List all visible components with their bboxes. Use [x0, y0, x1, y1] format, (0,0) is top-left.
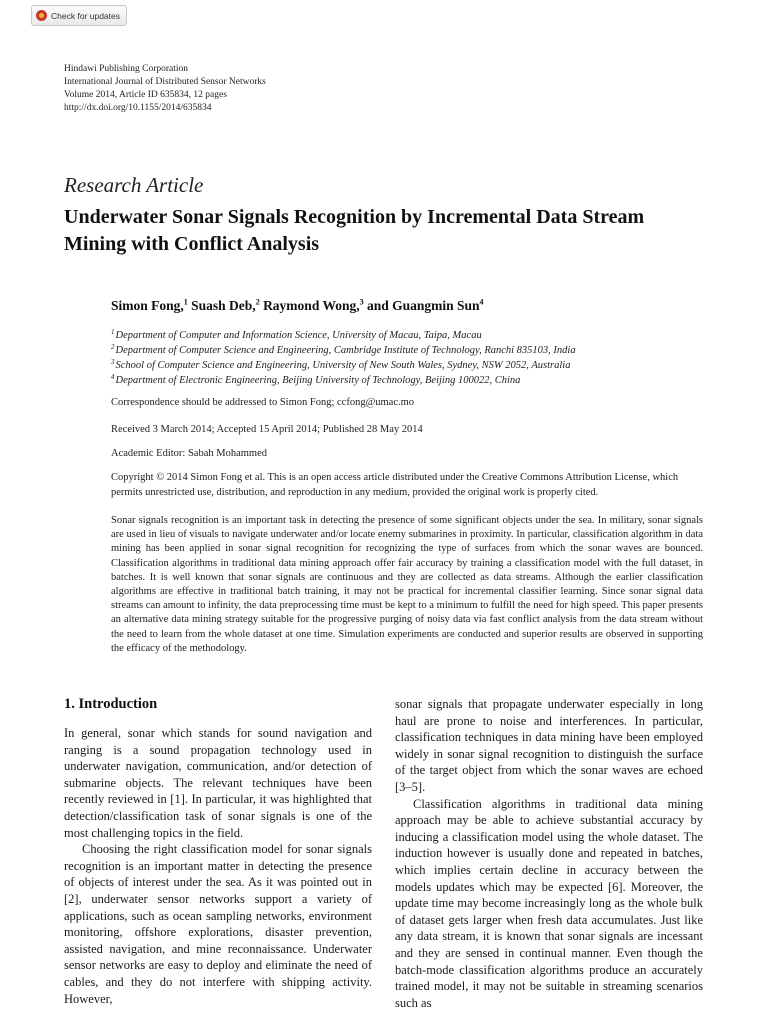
affiliation — [111, 328, 576, 343]
author-affil-number: 1 — [183, 297, 188, 307]
check-for-updates-badge[interactable] — [31, 5, 127, 26]
affiliation-text: Department of Computer Science and Engineering, Cambridge Institute of Technology, Ranchi 835103, India — [115, 345, 576, 356]
journal-name: International Journal of Distributed Sensor Networks — [64, 77, 266, 87]
paragraph: Classification algorithms in traditional data mining approach may be able to achieve substantial accuracy by inducing a classification model using the whole dataset. The induction however is usually done and repeated in batches, which implies certain decline in accuracy between the models updates which may be expected [6]. Moreover, the update time may become increasingly long as the whole bulk of dataset gets larger when fresh data accumulates. Just like any data stream, it is known that sonar signals are incessant and they are sensed in continual manner. Even though the batch-mode classification algorithms produce an accurately trained model, it may not be suitable in streaming scenarios such as — [395, 796, 703, 1010]
section-heading: 1. Introduction — [64, 696, 158, 712]
article-type: Research Article — [64, 173, 204, 197]
author-affil-number: 2 — [255, 297, 260, 307]
paragraph: In general, sonar which stands for sound navigation and ranging is a sound propagation technology used in underwater navigation, communication, and/or detection of submarine objects. The relevant techniques have been recently reviewed in [1]. In particular, it was highlighted that detection/classification task of sonar signals is one of the most challenging topics in the field. — [64, 726, 372, 840]
author-name: Simon Fong, — [111, 298, 184, 313]
author-affil-number: 3 — [359, 297, 364, 307]
paper-title: Underwater Sonar Signals Recognition by Incremental Data Stream Mining with Conflict Analysis — [64, 206, 645, 255]
affiliation-text: Department of Computer and Information Science, University of Macau, Taipa, Macau — [115, 330, 482, 341]
author-affil-number: 4 — [479, 297, 484, 307]
crossmark-update-icon — [36, 10, 47, 21]
body-column-left — [64, 696, 372, 1007]
author-name: and Guangmin Sun — [363, 298, 480, 313]
affiliation — [111, 343, 576, 358]
doi-link[interactable]: http://dx.doi.org/10.1155/2014/635834 — [64, 103, 212, 113]
author-list — [111, 298, 484, 314]
check-for-updates-label: Check for updates — [51, 10, 120, 21]
affiliation-text: School of Computer Science and Engineering, University of New South Wales, Sydney, NSW 2052, Australia — [115, 360, 571, 371]
affiliation-number: 3 — [111, 357, 115, 366]
affiliation-number: 2 — [111, 342, 115, 351]
author-name: Raymond Wong, — [259, 298, 360, 313]
academic-editor: Academic Editor: Sabah Mohammed — [111, 448, 267, 459]
paragraph: Choosing the right classification model for sonar signals recognition is an important matter in detecting the presence of objects of interest under the sea. As it was pointed out in [2], underwater sensor networks support a variety of applications, such as ocean sampling networks, environment monitoring, offshore explorations, disaster prevention, assisted navigation, and mine reconnaissance. Underwater sensor networks are easy to deploy and eliminate the need of cables, and they do not interfere with shipping activity. However, — [64, 842, 372, 1006]
correspondence: Correspondence should be addressed to Simon Fong; ccfong@umac.mo — [111, 397, 415, 408]
affiliation-number: 4 — [111, 372, 115, 381]
abstract: Sonar signals recognition is an important task in detecting the presence of some significant objects under the sea. In military, sonar signals are used in lieu of visuals to navigate underwater and/or locate enemy submarines in proximity. In particular, classification algorithm in data mining has been applied in sonar signal recognition for recognizing the type of surfaces from which the sonar waves are bounced. Classification algorithms in traditional data mining approach offer fair accuracy by training a classification model with the full dataset, in batches. It is well known that sonar signals are continuous and they are collected as data streams. Although the earlier classification algorithms are effective in traditional batch training, it may not be practical for incremental classifier learning. Since sonar signal data streams can amount to infinity, the data preprocessing time must be kept to a minimum to fulfill the need for high speed. This paper presents an alternative data mining strategy suitable for the progressive purging of noisy data via fast conflict analysis from the data stream without the need to learn from the whole dataset at one time. Simulation experiments are conducted and superior results are observed in supporting the efficacy of the methodology. — [111, 515, 703, 654]
paragraph: sonar signals that propagate underwater especially in long haul are prone to noise and interferences. In particular, classification techniques in data mining have been employed widely in sonar signal recognition to distinguish the surface of the target object from which the sonar waves are echoed [3–5]. — [395, 697, 703, 794]
journal-info — [64, 63, 266, 115]
copyright-notice: Copyright © 2014 Simon Fong et al. This is an open access article distributed under the Creative Commons Attribution License, which permits unrestricted use, distribution, and reproduction in any medium, provided the original work is properly cited. — [111, 472, 679, 498]
volume-info: Volume 2014, Article ID 635834, 12 pages — [64, 90, 227, 100]
body-column-right — [395, 696, 703, 1011]
publisher: Hindawi Publishing Corporation — [64, 64, 189, 74]
author-name: Suash Deb, — [187, 298, 256, 313]
affiliation-list — [111, 328, 576, 388]
affiliation — [111, 358, 576, 373]
affiliation-text: Department of Electronic Engineering, Beijing University of Technology, Beijing 100022, China — [115, 375, 521, 386]
affiliation — [111, 373, 576, 388]
publication-dates: Received 3 March 2014; Accepted 15 April 2014; Published 28 May 2014 — [111, 424, 423, 435]
affiliation-number: 1 — [111, 327, 115, 336]
